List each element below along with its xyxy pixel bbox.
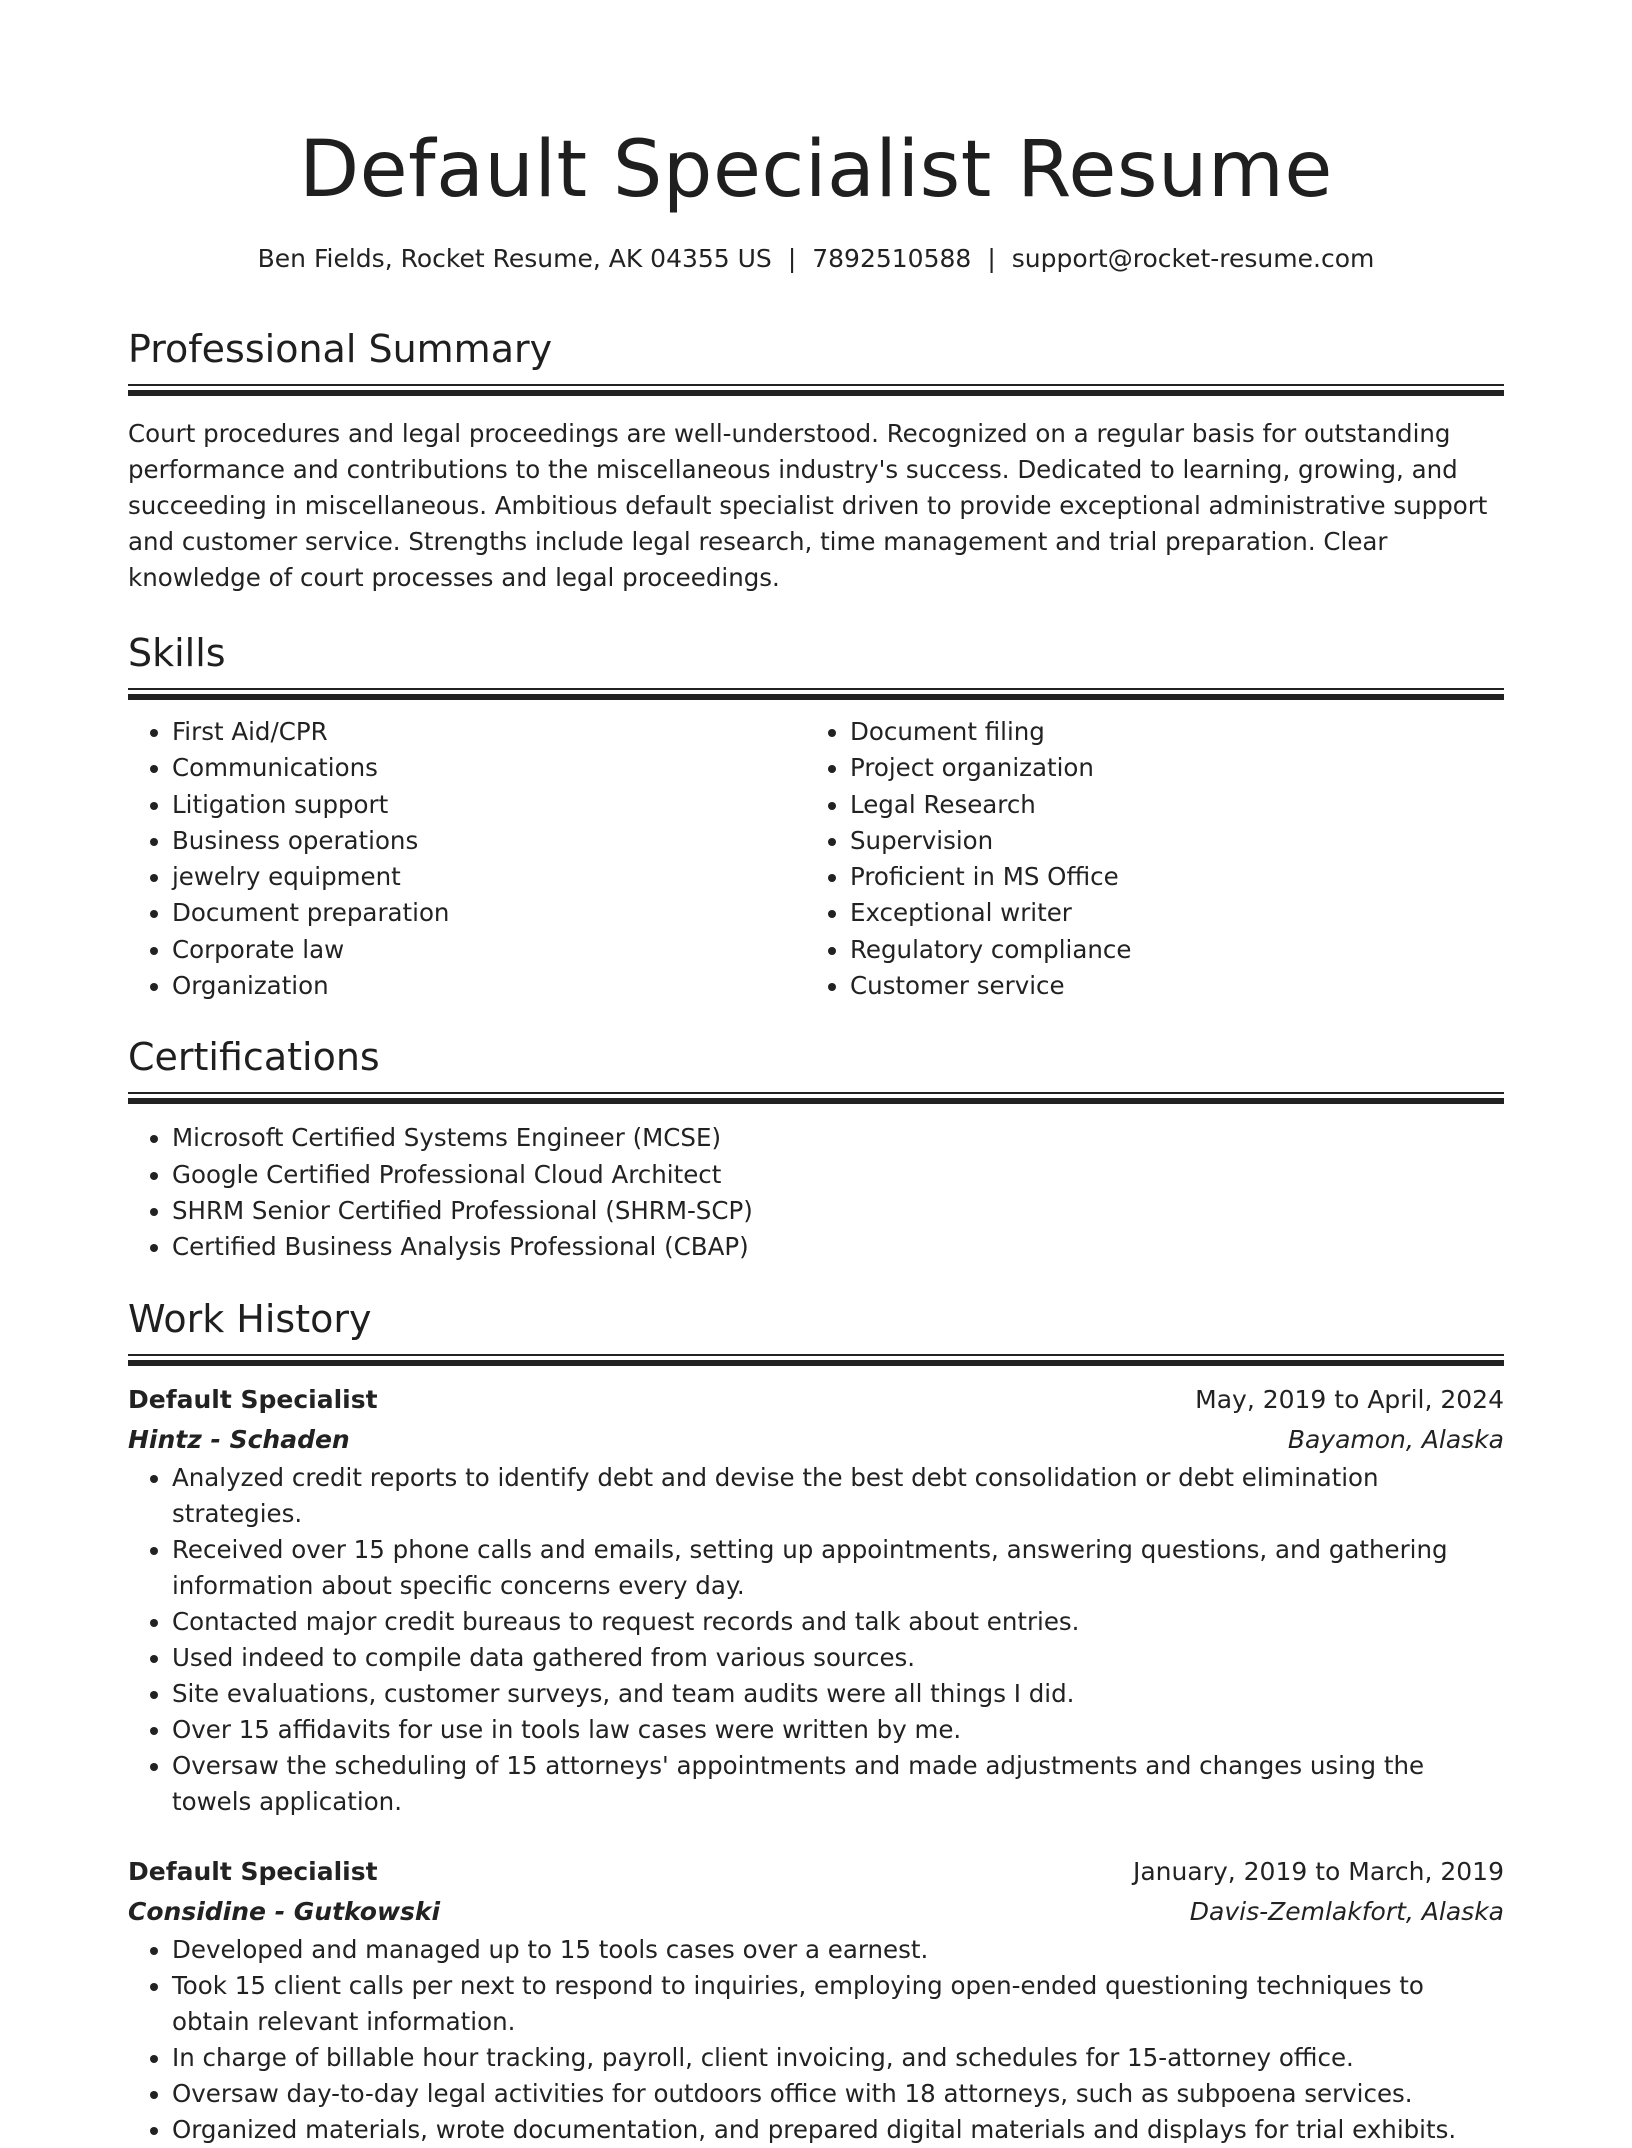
skill-item: • Organization — [172, 968, 806, 1004]
job-bullet: • Took 15 client calls per next to respond to inquiries, employing open-ended questioning techniques to obtain relevant information. — [172, 1968, 1504, 2040]
job-bullet: • Used indeed to compile data gathered from various sources. — [172, 1640, 1504, 1676]
section-divider — [128, 688, 1504, 700]
job-subheader — [128, 1420, 1504, 1460]
skills-grid — [128, 714, 1504, 1004]
skill-item: • Customer service — [850, 968, 1484, 1004]
job-location: Bayamon, Alaska — [1287, 1424, 1504, 1454]
certification-item: • Certified Business Analysis Professional (CBAP) — [172, 1229, 1504, 1265]
job-company: Considine - Gutkowski — [128, 1896, 441, 1926]
job-title: Default Specialist — [128, 1856, 378, 1886]
job-bullet-list — [128, 1932, 1504, 2148]
skill-item: • Project organization — [850, 750, 1484, 786]
job-title: Default Specialist — [128, 1384, 378, 1414]
skill-item: • Legal Research — [850, 787, 1484, 823]
contact-separator: | — [787, 244, 797, 273]
job-dates: January, 2019 to March, 2019 — [1132, 1856, 1504, 1886]
resume-title: Default Specialist Resume — [299, 125, 1333, 215]
job-header — [128, 1852, 1504, 1892]
contact-address: Ben Fields, Rocket Resume, AK 04355 US — [257, 244, 772, 273]
section-heading: Professional Summary — [128, 327, 553, 371]
skills-list — [128, 714, 806, 1004]
section-heading: Work History — [128, 1296, 372, 1341]
job-bullet: • Organized materials, wrote documentation, and prepared digital materials and displays for trial exhibits. — [172, 2112, 1504, 2148]
job-bullet: • Site evaluations, customer surveys, and team audits were all things I did. — [172, 1676, 1504, 1712]
job-bullet: • Received over 15 phone calls and emails, setting up appointments, answering questions, and gathering information about specific concerns every day. — [172, 1532, 1504, 1604]
skill-item: • Exceptional writer — [850, 895, 1484, 931]
section-divider — [128, 1354, 1504, 1366]
contact-separator: | — [987, 244, 996, 273]
skill-item: • jewelry equipment — [172, 859, 806, 895]
skill-item: • Document preparation — [172, 895, 806, 931]
job-bullet: • Oversaw day-to-day legal activities for outdoors office with 18 attorneys, such as subpoena services. — [172, 2076, 1504, 2112]
certification-item: • Google Certified Professional Cloud Architect — [172, 1157, 1504, 1193]
section-work-history — [128, 1296, 1504, 2148]
certification-item: • Microsoft Certified Systems Engineer (MCSE) — [172, 1120, 1504, 1156]
section-skills — [128, 630, 1504, 1004]
job-entry — [128, 1852, 1504, 2148]
section-summary — [128, 326, 1504, 596]
section-certifications — [128, 1034, 1504, 1265]
skill-item: • Corporate law — [172, 932, 806, 968]
resume-page — [128, 0, 1504, 2148]
job-bullet: • Over 15 affidavits for use in tools law cases were written by me. — [172, 1712, 1504, 1748]
job-bullet: • Developed and managed up to 15 tools cases over a earnest. — [172, 1932, 1504, 1968]
skill-item: • Litigation support — [172, 787, 806, 823]
skill-item: • Proficient in MS Office — [850, 859, 1484, 895]
section-heading: Skills — [128, 631, 226, 675]
job-bullet: • In charge of billable hour tracking, payroll, client invoicing, and schedules for 15-attorney office. — [172, 2040, 1504, 2076]
skill-item: • Communications — [172, 750, 806, 786]
job-header — [128, 1380, 1504, 1420]
section-heading: Certifications — [128, 1035, 380, 1080]
skill-item: • Supervision — [850, 823, 1484, 859]
job-company: Hintz - Schaden — [128, 1424, 350, 1454]
job-subheader — [128, 1892, 1504, 1932]
skills-column-right — [806, 714, 1484, 1004]
contact-email[interactable]: support@rocket-resume.com — [1011, 244, 1375, 273]
job-bullet-list — [128, 1460, 1504, 1820]
certification-item: • SHRM Senior Certified Professional (SHRM-SCP) — [172, 1193, 1504, 1229]
skill-item: • Document filing — [850, 714, 1484, 750]
job-bullet: • Contacted major credit bureaus to request records and talk about entries. — [172, 1604, 1504, 1640]
skills-column-left — [128, 714, 806, 1004]
section-divider — [128, 384, 1504, 396]
job-entry — [128, 1380, 1504, 1820]
skills-list — [806, 714, 1484, 1004]
certifications-list — [128, 1120, 1504, 1265]
contact-phone: 7892510588 — [812, 244, 972, 273]
skill-item: • First Aid/CPR — [172, 714, 806, 750]
skill-item: • Business operations — [172, 823, 806, 859]
job-dates: May, 2019 to April, 2024 — [1195, 1384, 1504, 1414]
contact-line — [128, 242, 1504, 276]
job-bullet: • Oversaw the scheduling of 15 attorneys' appointments and made adjustments and changes using the towels application. — [172, 1748, 1504, 1820]
summary-text: Court procedures and legal proceedings are well-understood. Recognized on a regular basis for outstanding performance and contributions to the miscellaneous industry's success. Dedicated to learning, growing, and succeeding in miscellaneous. Ambitious default specialist driven to provide exceptional administrative support and customer service. Strengths include legal research, time management and trial preparation. Clear knowledge of court processes and legal proceedings. — [128, 419, 1488, 592]
job-bullet: • Analyzed credit reports to identify debt and devise the best debt consolidation or debt elimination strategies. — [172, 1460, 1504, 1532]
section-divider — [128, 1092, 1504, 1104]
job-location: Davis-Zemlakfort, Alaska — [1189, 1896, 1504, 1926]
skill-item: • Regulatory compliance — [850, 932, 1484, 968]
